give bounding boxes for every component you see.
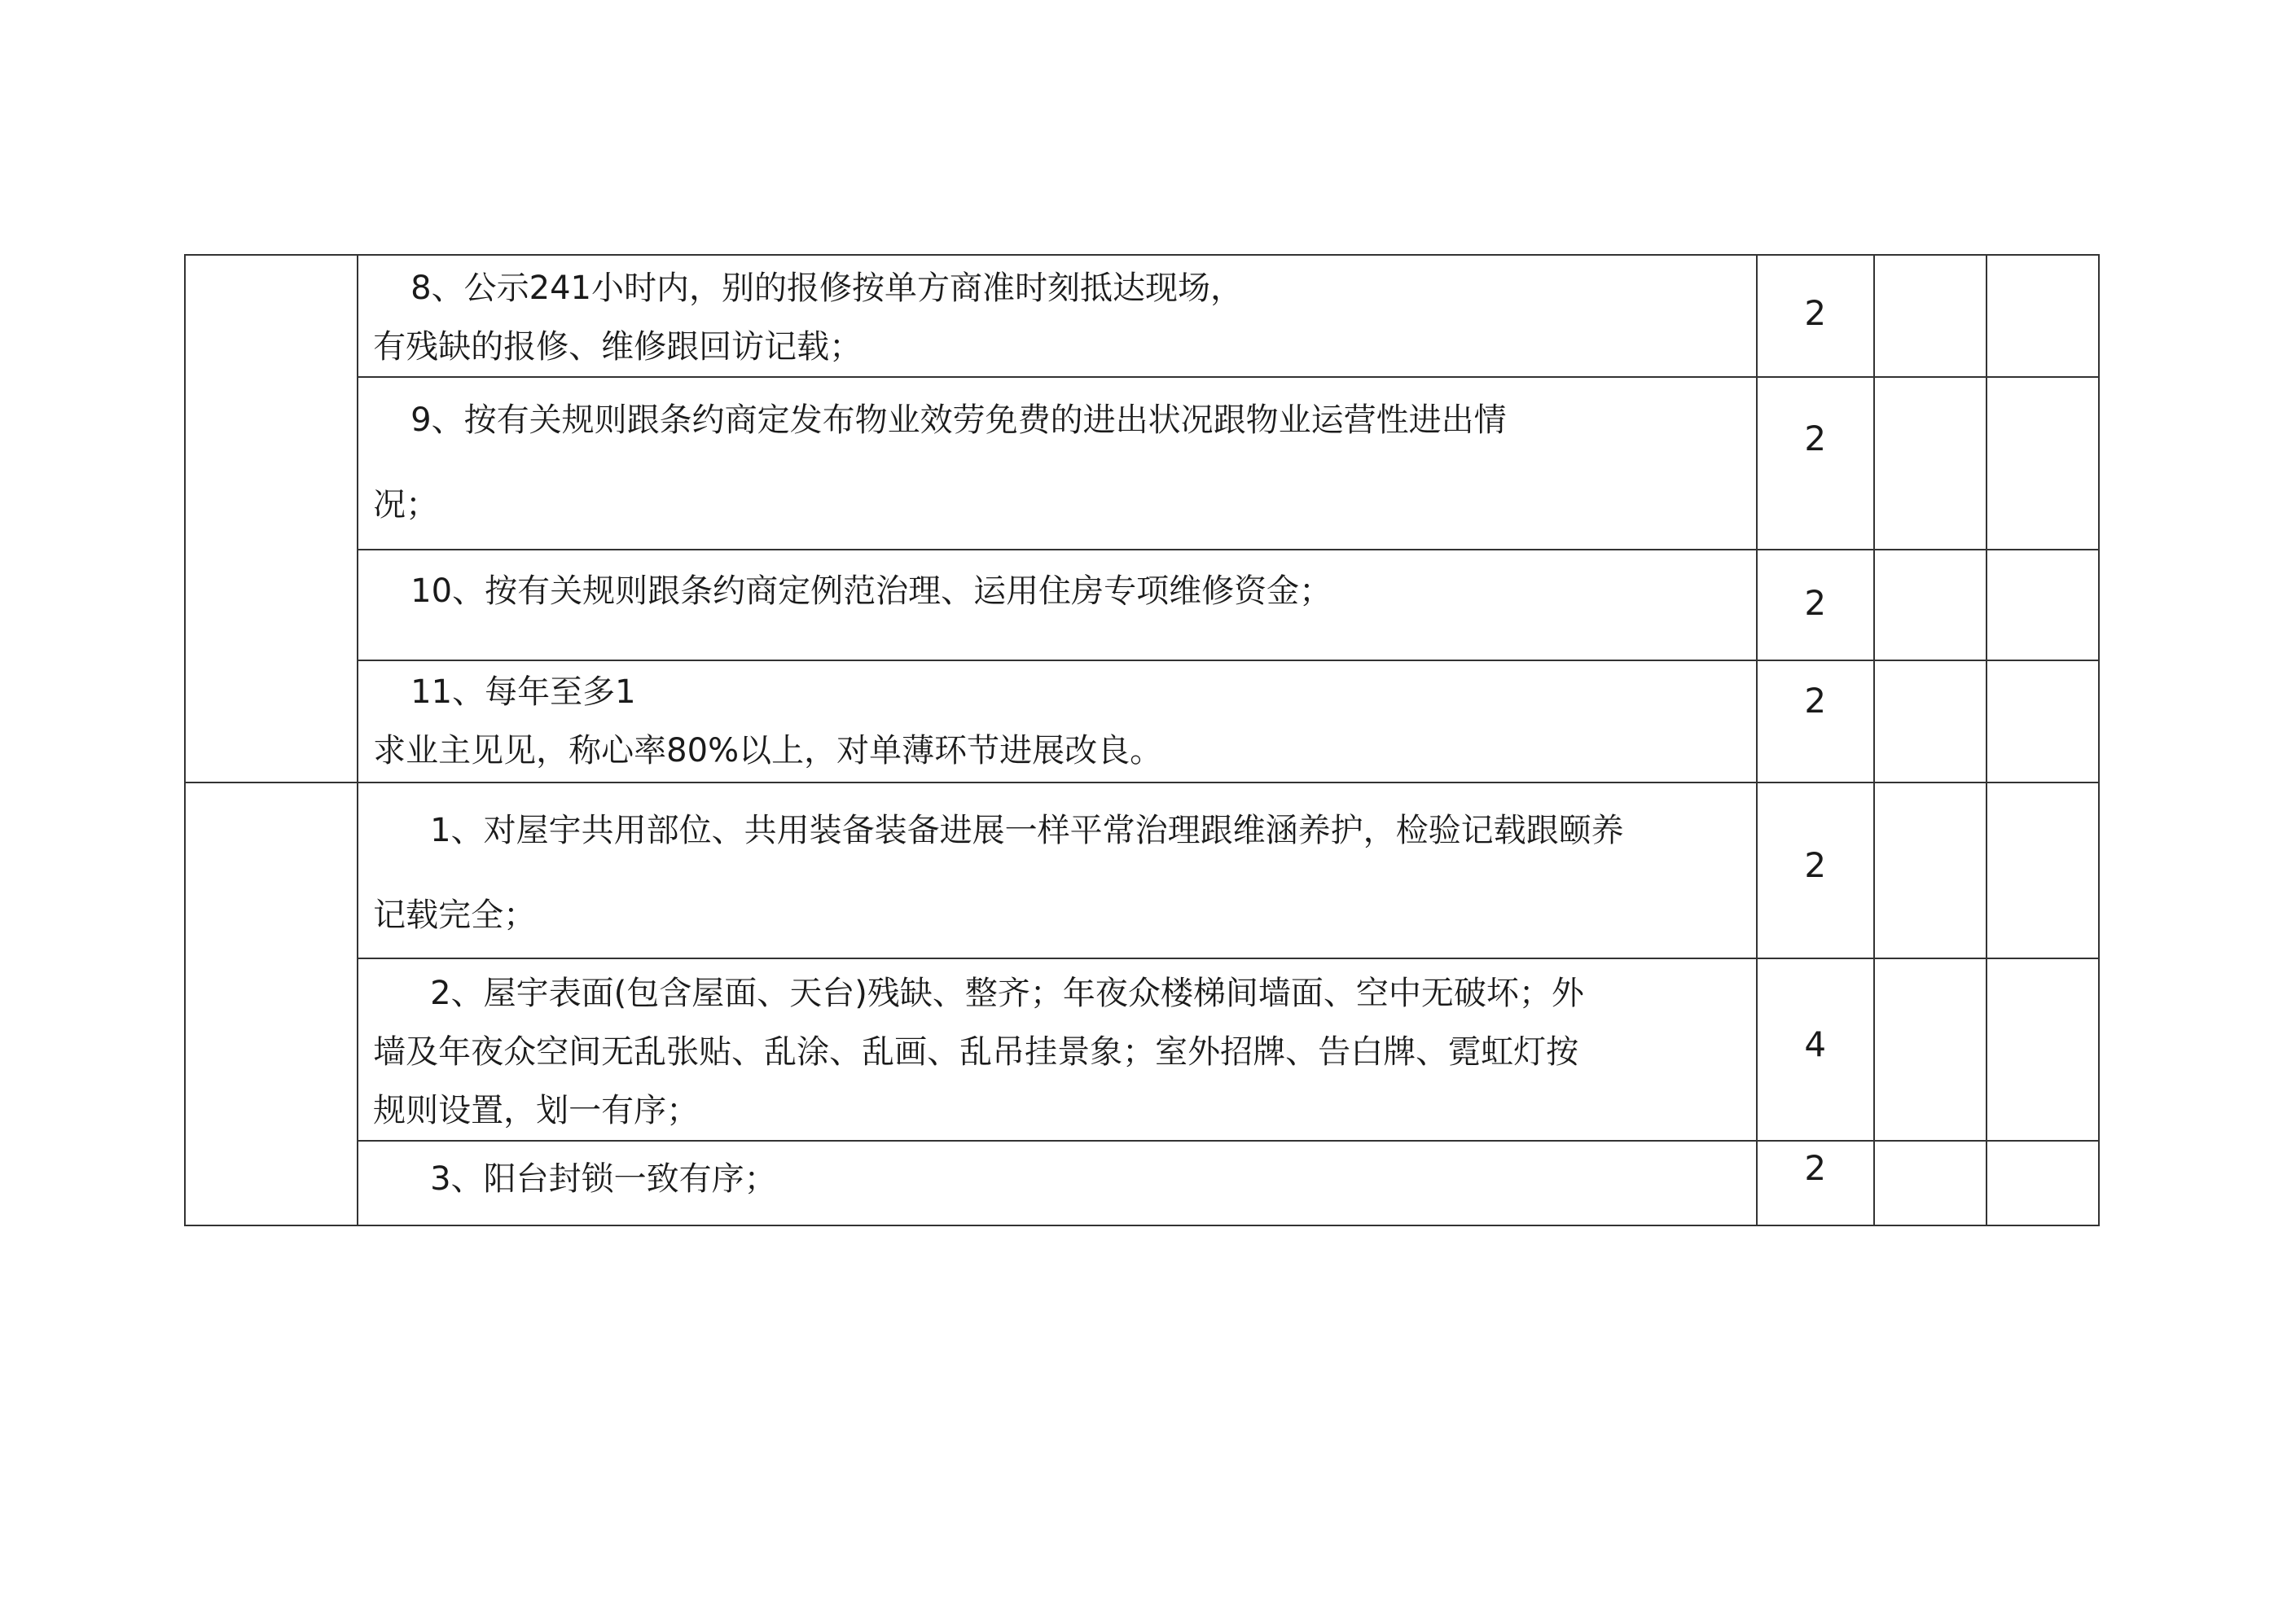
remark-cell <box>1987 377 2099 550</box>
remark-cell <box>1987 1141 2099 1225</box>
criterion-cell <box>358 377 1756 550</box>
score-entry-cell <box>1874 660 1987 783</box>
score-entry-cell <box>1874 550 1987 660</box>
table-row <box>185 660 2099 783</box>
criterion-text: 1、对屋宇共用部位、共用装备装备进展一样平常治理跟维涵养护，检验记载跟颐养 <box>430 812 1624 849</box>
criterion-cell <box>358 660 1756 783</box>
criterion-text: 8、公示241小时内，别的报修按单方商准时刻抵达现场， <box>410 270 1243 307</box>
score-cell: 2 <box>1757 550 1874 660</box>
remark-cell <box>1987 958 2099 1141</box>
score-cell: 2 <box>1757 255 1874 377</box>
criterion-text: 墙及年夜众空间无乱张贴、乱涂、乱画、乱吊挂景象；室外招牌、告白牌、霓虹灯按 <box>373 1033 1579 1071</box>
table-row <box>185 255 2099 377</box>
score-cell: 2 <box>1757 660 1874 783</box>
table-row <box>185 1141 2099 1225</box>
remark-cell <box>1987 255 2099 377</box>
criterion-text: 11、每年至多1 <box>410 673 636 711</box>
criterion-text: 有残缺的报修、维修跟回访记载； <box>373 328 863 366</box>
criterion-cell <box>358 550 1756 660</box>
criterion-cell <box>358 958 1756 1141</box>
score-entry-cell <box>1874 783 1987 958</box>
score-cell: 4 <box>1757 958 1874 1141</box>
criterion-text: 9、按有关规则跟条约商定发布物业效劳免费的进出状况跟物业运营性进出情 <box>410 401 1507 439</box>
score-cell: 2 <box>1757 783 1874 958</box>
score-entry-cell <box>1874 377 1987 550</box>
score-entry-cell <box>1874 255 1987 377</box>
score-cell: 2 <box>1757 377 1874 550</box>
remark-cell <box>1987 783 2099 958</box>
table-row <box>185 958 2099 1141</box>
criterion-text: 求业主见见，称心率80%以上，对单薄环节进展改良。 <box>373 732 1163 769</box>
score-entry-cell <box>1874 958 1987 1141</box>
criterion-text: 10、按有关规则跟条约商定例范治理、运用住房专项维修资金； <box>410 572 1332 610</box>
criterion-text: 况； <box>373 486 439 524</box>
remark-cell <box>1987 660 2099 783</box>
criterion-cell <box>358 255 1756 377</box>
category-cell <box>185 255 358 783</box>
criterion-cell <box>358 1141 1756 1225</box>
criterion-text: 2、屋宇表面(包含屋面、天台)残缺、整齐；年夜众楼梯间墙面、空中无破坏；外 <box>430 975 1584 1012</box>
score-entry-cell <box>1874 1141 1987 1225</box>
criterion-text: 记载完全； <box>373 896 537 934</box>
criterion-cell <box>358 783 1756 958</box>
criterion-text: 规则设置，划一有序； <box>373 1092 700 1129</box>
score-cell: 2 <box>1757 1141 1874 1225</box>
table-row <box>185 550 2099 660</box>
table-row <box>185 783 2099 958</box>
criterion-text: 3、阳台封锁一致有序； <box>430 1160 777 1198</box>
category-cell <box>185 783 358 1225</box>
remark-cell <box>1987 550 2099 660</box>
assessment-table <box>184 254 2100 1226</box>
table-row <box>185 377 2099 550</box>
